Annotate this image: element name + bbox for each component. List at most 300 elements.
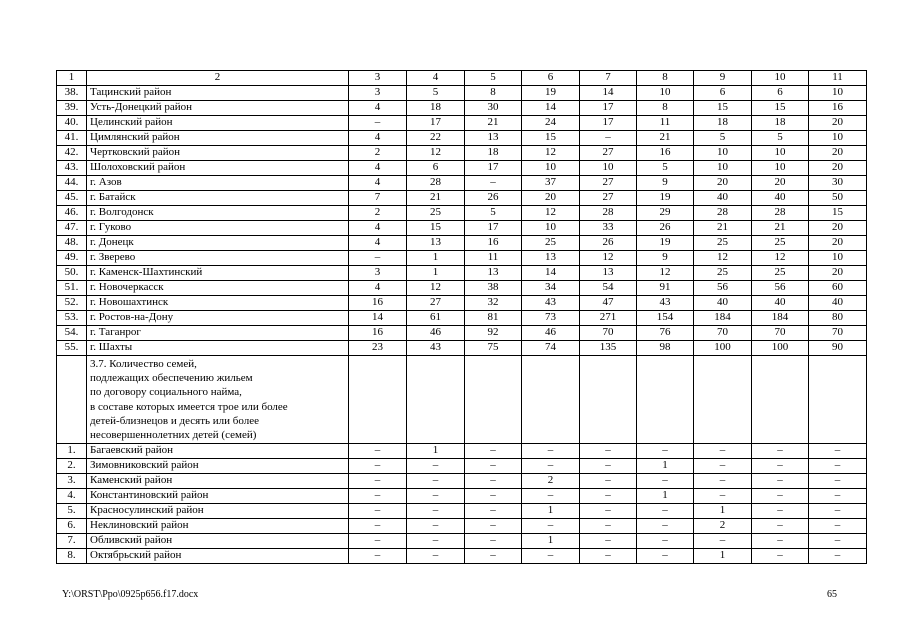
table-cell: 27 [407,296,465,311]
table-cell: 16 [809,101,867,116]
table-cell: – [522,459,580,474]
row-name: Обливский район [87,534,349,549]
table-cell: 47 [580,296,637,311]
table-cell: 12 [407,281,465,296]
table-cell: 271 [580,311,637,326]
table-cell: – [752,489,809,504]
table-cell: 1 [407,444,465,459]
table-cell: 38 [465,281,522,296]
row-name: Багаевский район [87,444,349,459]
table-cell: 16 [465,236,522,251]
table-cell: 4 [349,176,407,191]
table-cell: – [637,534,694,549]
table-cell: 73 [522,311,580,326]
table-row [57,281,867,296]
table-cell: 25 [752,266,809,281]
table-cell: 20 [809,161,867,176]
table-cell: – [465,474,522,489]
table-cell: 91 [637,281,694,296]
table-row [57,296,867,311]
table-cell: 10 [694,146,752,161]
table-cell: – [465,176,522,191]
table-row [57,131,867,146]
table-cell: 5 [465,206,522,221]
table-cell: 10 [809,86,867,101]
table-cell: 12 [694,251,752,266]
table-cell: – [349,251,407,266]
table-cell: – [752,519,809,534]
table-cell: 81 [465,311,522,326]
row-number: 2. [57,459,87,474]
table-cell: – [465,534,522,549]
empty-cell [580,356,637,444]
table-cell: – [694,489,752,504]
table-cell: 15 [694,101,752,116]
table-cell: 70 [580,326,637,341]
table-cell: 56 [694,281,752,296]
empty-cell [349,356,407,444]
table-cell: – [809,549,867,564]
table-row [57,474,867,489]
table-row [57,519,867,534]
row-number: 52. [57,296,87,311]
table-cell: 30 [809,176,867,191]
table-cell: 16 [349,326,407,341]
table-cell: 20 [522,191,580,206]
row-number: 43. [57,161,87,176]
table-cell: – [465,504,522,519]
table-cell: 70 [809,326,867,341]
table-cell: 184 [752,311,809,326]
table-cell: 90 [809,341,867,356]
table-cell: – [465,444,522,459]
table-cell: – [809,474,867,489]
table-cell: – [349,504,407,519]
table-row [57,206,867,221]
table-cell: 9 [637,251,694,266]
table-cell: – [349,116,407,131]
table-cell: – [349,459,407,474]
table-cell: 15 [407,221,465,236]
table-row [57,549,867,564]
table-cell: – [349,519,407,534]
table-cell: – [752,504,809,519]
row-name: Неклиновский район [87,519,349,534]
table-cell: 6 [752,86,809,101]
row-number: 44. [57,176,87,191]
table-cell: – [637,474,694,489]
table-cell: – [580,444,637,459]
row-name: г. Азов [87,176,349,191]
empty-cell [637,356,694,444]
row-name: г. Батайск [87,191,349,206]
table-cell: 184 [694,311,752,326]
table-cell: – [580,474,637,489]
table-cell: 12 [637,266,694,281]
row-name: г. Новошахтинск [87,296,349,311]
table-cell: 21 [752,221,809,236]
table-cell: 13 [407,236,465,251]
table-cell: 16 [349,296,407,311]
table-row [57,116,867,131]
row-number: 7. [57,534,87,549]
table-cell: 20 [809,236,867,251]
table-cell: 1 [637,459,694,474]
row-name: Целинский район [87,116,349,131]
table-cell: 25 [522,236,580,251]
column-header: 9 [694,71,752,86]
table-cell: 20 [809,116,867,131]
table-cell: 34 [522,281,580,296]
empty-cell [465,356,522,444]
table-cell: 13 [580,266,637,281]
table-cell: 21 [637,131,694,146]
table-cell: 12 [522,146,580,161]
table-cell: – [694,444,752,459]
table-cell: – [580,549,637,564]
table-row [57,101,867,116]
table-cell: 26 [580,236,637,251]
table-cell: – [465,549,522,564]
table-cell: 27 [580,176,637,191]
table-cell: 1 [522,504,580,519]
table-cell: – [637,504,694,519]
row-name: г. Шахты [87,341,349,356]
table-cell: 28 [407,176,465,191]
table-cell: – [637,549,694,564]
table-cell: 2 [522,474,580,489]
table-cell: 20 [809,266,867,281]
table-cell: – [809,534,867,549]
table-cell: – [580,489,637,504]
row-number: 5. [57,504,87,519]
table-cell: 12 [522,206,580,221]
table-cell: 70 [694,326,752,341]
table-cell: 33 [580,221,637,236]
row-number: 46. [57,206,87,221]
table-cell: 20 [809,221,867,236]
table-cell: 54 [580,281,637,296]
table-cell: 21 [407,191,465,206]
table-cell: – [752,549,809,564]
table-cell: – [349,549,407,564]
column-header: 10 [752,71,809,86]
table-cell: 32 [465,296,522,311]
table-row [57,459,867,474]
table-cell: 43 [522,296,580,311]
table-cell: 17 [465,161,522,176]
table-row [57,221,867,236]
table-cell: 7 [349,191,407,206]
table-cell: 80 [809,311,867,326]
table-cell: – [407,489,465,504]
table-cell: 5 [407,86,465,101]
table-cell: 56 [752,281,809,296]
row-name: Каменский район [87,474,349,489]
table-cell: 61 [407,311,465,326]
table-cell: – [522,444,580,459]
table-cell: – [407,474,465,489]
row-number: 47. [57,221,87,236]
row-number: 45. [57,191,87,206]
table-cell: – [465,489,522,504]
row-number: 50. [57,266,87,281]
table-cell: 43 [407,341,465,356]
table-cell: 30 [465,101,522,116]
section-number-cell [57,356,87,444]
table-cell: 3 [349,266,407,281]
row-number: 49. [57,251,87,266]
table-cell: 17 [580,101,637,116]
table-cell: 4 [349,131,407,146]
row-number: 41. [57,131,87,146]
row-name: Чертковский район [87,146,349,161]
table-cell: 16 [637,146,694,161]
table-cell: 15 [752,101,809,116]
table-cell: – [694,459,752,474]
table-row [57,504,867,519]
table-cell: 70 [752,326,809,341]
table-cell: – [809,489,867,504]
table-cell: 25 [694,236,752,251]
table-cell: 20 [809,146,867,161]
row-number: 1. [57,444,87,459]
table-cell: 18 [465,146,522,161]
row-name: Зимовниковский район [87,459,349,474]
table-cell: 10 [752,146,809,161]
table-cell: – [809,444,867,459]
row-number: 51. [57,281,87,296]
table-cell: – [349,474,407,489]
table-row [57,534,867,549]
empty-cell [407,356,465,444]
table-cell: 13 [465,266,522,281]
table-row [57,311,867,326]
table-row [57,86,867,101]
table-cell: 10 [580,161,637,176]
table-cell: 27 [580,146,637,161]
table-cell: 10 [809,251,867,266]
row-name: г. Донецк [87,236,349,251]
table-cell: 10 [637,86,694,101]
table-cell: 4 [349,236,407,251]
table-cell: – [694,474,752,489]
table-cell: 13 [465,131,522,146]
table-cell: 19 [637,236,694,251]
row-number: 4. [57,489,87,504]
table-cell: 11 [465,251,522,266]
column-header: 8 [637,71,694,86]
table-cell: – [522,489,580,504]
table-cell: 40 [809,296,867,311]
table-cell: 27 [580,191,637,206]
table-cell: – [522,549,580,564]
row-name: Тацинский район [87,86,349,101]
row-name: г. Гуково [87,221,349,236]
row-number: 48. [57,236,87,251]
row-number: 40. [57,116,87,131]
table-cell: 1 [637,489,694,504]
table-row [57,489,867,504]
table-cell: 92 [465,326,522,341]
row-name: Константиновский район [87,489,349,504]
table-cell: – [580,459,637,474]
table-cell: 74 [522,341,580,356]
table-cell: – [407,504,465,519]
table-row [57,341,867,356]
table-cell: 14 [580,86,637,101]
table-cell: – [637,519,694,534]
table-cell: 1 [694,504,752,519]
row-number: 3. [57,474,87,489]
table-cell: – [752,444,809,459]
column-header: 2 [87,71,349,86]
row-name: г. Волгодонск [87,206,349,221]
table-cell: 10 [752,161,809,176]
table-row [57,326,867,341]
section-row [57,356,867,444]
row-name: г. Новочеркасск [87,281,349,296]
table-row [57,444,867,459]
table-cell: – [349,444,407,459]
table-cell: 15 [522,131,580,146]
table-cell: 100 [694,341,752,356]
table-cell: 21 [465,116,522,131]
table-cell: – [809,459,867,474]
row-name: г. Каменск-Шахтинский [87,266,349,281]
table-cell: 5 [752,131,809,146]
table-cell: 20 [694,176,752,191]
table-cell: 20 [752,176,809,191]
table-row [57,161,867,176]
table-cell: – [637,444,694,459]
table-cell: 10 [809,131,867,146]
table-cell: 21 [694,221,752,236]
table-row [57,191,867,206]
table-cell: 28 [580,206,637,221]
table-cell: – [407,549,465,564]
table-cell: – [407,534,465,549]
table-cell: 2 [694,519,752,534]
table-row [57,236,867,251]
table-cell: 28 [752,206,809,221]
table-cell: 98 [637,341,694,356]
table-row [57,266,867,281]
table-cell: 10 [522,161,580,176]
table-row [57,251,867,266]
table-cell: 46 [407,326,465,341]
table-cell: 4 [349,281,407,296]
table-cell: 37 [522,176,580,191]
row-number: 38. [57,86,87,101]
table-cell: – [809,504,867,519]
table-cell: 23 [349,341,407,356]
column-header: 1 [57,71,87,86]
table-cell: 76 [637,326,694,341]
section-title: 3.7. Количество семей, подлежащих обеспечению жильем по договору социального найма, в составе которых имеется трое или более детей-близнецов и десять или более несовершеннолетних детей (семей) [87,356,349,444]
table-cell: 40 [694,296,752,311]
table-cell: 4 [349,221,407,236]
table-cell: 10 [694,161,752,176]
table-cell: – [349,534,407,549]
table-cell: 1 [407,266,465,281]
table-cell: 3 [349,86,407,101]
table-cell: 2 [349,206,407,221]
row-number: 8. [57,549,87,564]
table-cell: 12 [407,146,465,161]
table-cell: – [580,131,637,146]
table-cell: 14 [522,266,580,281]
table-cell: 24 [522,116,580,131]
table-cell: 26 [637,221,694,236]
table-cell: 135 [580,341,637,356]
table-cell: – [407,459,465,474]
table-cell: 12 [580,251,637,266]
table-row [57,146,867,161]
table-cell: 5 [694,131,752,146]
empty-cell [809,356,867,444]
table-cell: 1 [407,251,465,266]
table-cell: 75 [465,341,522,356]
table-cell: 100 [752,341,809,356]
table-cell: 4 [349,101,407,116]
table-cell: 2 [349,146,407,161]
table-cell: 26 [465,191,522,206]
table-cell: 40 [752,191,809,206]
table-cell: 13 [522,251,580,266]
table-cell: – [580,504,637,519]
table-cell: 17 [465,221,522,236]
table-cell: 15 [809,206,867,221]
row-name: Усть-Донецкий район [87,101,349,116]
row-number: 54. [57,326,87,341]
header-row [57,71,867,86]
table-cell: 14 [522,101,580,116]
row-name: г. Таганрог [87,326,349,341]
page-number: 65 [827,589,837,600]
row-name: Октябрьский район [87,549,349,564]
table-cell: 60 [809,281,867,296]
row-number: 42. [57,146,87,161]
empty-cell [752,356,809,444]
table-cell: 40 [752,296,809,311]
table-cell: 19 [637,191,694,206]
table-cell: 9 [637,176,694,191]
table-cell: 25 [694,266,752,281]
table-cell: 22 [407,131,465,146]
empty-cell [522,356,580,444]
table-cell: 6 [407,161,465,176]
table-cell: 17 [580,116,637,131]
table-cell: 8 [465,86,522,101]
table-cell: 17 [407,116,465,131]
table-cell: – [465,459,522,474]
row-number: 6. [57,519,87,534]
row-name: г. Ростов-на-Дону [87,311,349,326]
table-cell: 40 [694,191,752,206]
row-name: Красносулинский район [87,504,349,519]
data-table [56,70,867,564]
footer-file-path: Y:\ORST\Ppo\0925p656.f17.docx [62,589,199,600]
table-cell: 46 [522,326,580,341]
row-number: 55. [57,341,87,356]
table-cell: – [694,534,752,549]
row-number: 53. [57,311,87,326]
table-cell: 14 [349,311,407,326]
table-cell: 29 [637,206,694,221]
table-cell: 4 [349,161,407,176]
table-cell: – [752,534,809,549]
